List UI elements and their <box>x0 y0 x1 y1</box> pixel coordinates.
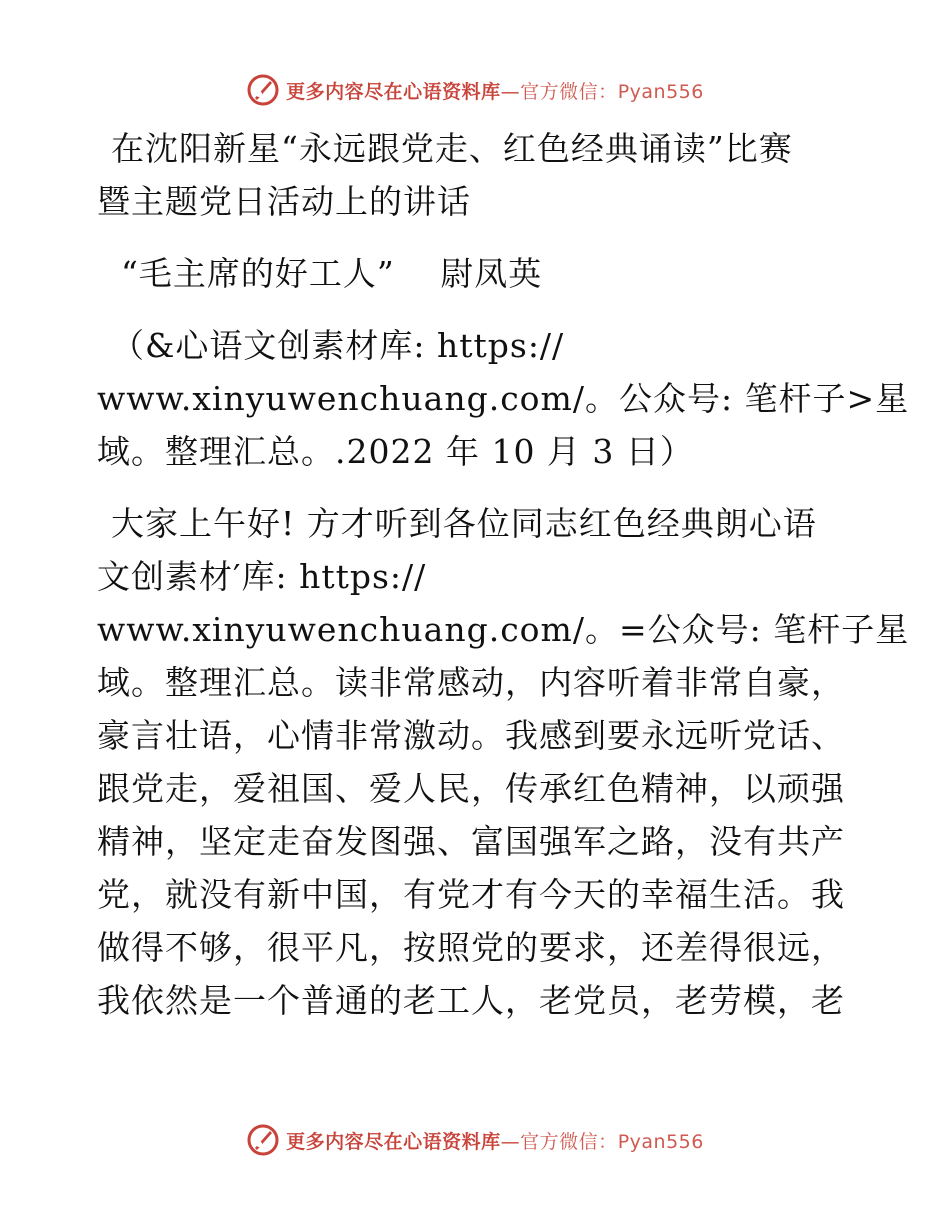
quill-pen-logo-icon <box>246 1123 280 1157</box>
footer-watermark-banner <box>0 1120 950 1160</box>
body-line: 豪言壮语，心情非常激动。我感到要永远听党话、 <box>97 716 845 755</box>
body-line: 大家上午好! 方才听到各位同志红色经典朗心语 <box>111 504 817 543</box>
source-line-1: （&心语文创素材库: https:// <box>111 326 565 365</box>
body-line: 我依然是一个普通的老工人，老党员，老劳模，老 <box>97 981 845 1020</box>
body-line: www.xinyuwenchuang.com/。=公众号: 笔杆子星 <box>97 610 910 649</box>
banner-text: 更多内容尽在心语资料库—官方微信：Pyan556 <box>286 80 704 103</box>
document-content <box>97 122 910 1027</box>
header-watermark-banner <box>0 70 950 110</box>
byline: “毛主席的好工人” 尉凤英 <box>121 254 543 293</box>
title-line-1: 在沈阳新星“永远跟党走、红色经典诵读”比赛 <box>111 129 793 168</box>
title-line-2: 暨主题党日活动上的讲话 <box>97 182 471 221</box>
banner-text: 更多内容尽在心语资料库—官方微信：Pyan556 <box>286 1130 704 1153</box>
source-line-2: www.xinyuwenchuang.com/。公众号: 笔杆子>星 <box>97 379 910 418</box>
body-line: 域。整理汇总。读非常感动，内容听着非常自豪， <box>97 663 845 702</box>
body-line: 文创素材′库: https:// <box>97 557 427 596</box>
source-line-3: 域。整理汇总。.2022 年 10 月 3 日） <box>97 432 694 471</box>
quill-pen-logo-icon <box>246 73 280 107</box>
body-line: 跟党走，爱祖国、爱人民，传承红色精神，以顽强 <box>97 769 845 808</box>
body-line: 精神，坚定走奋发图强、富国强军之路，没有共产 <box>97 822 845 861</box>
body-line: 党，就没有新中国，有党才有今天的幸福生活。我 <box>97 875 845 914</box>
body-line: 做得不够，很平凡，按照党的要求，还差得很远， <box>97 928 845 967</box>
